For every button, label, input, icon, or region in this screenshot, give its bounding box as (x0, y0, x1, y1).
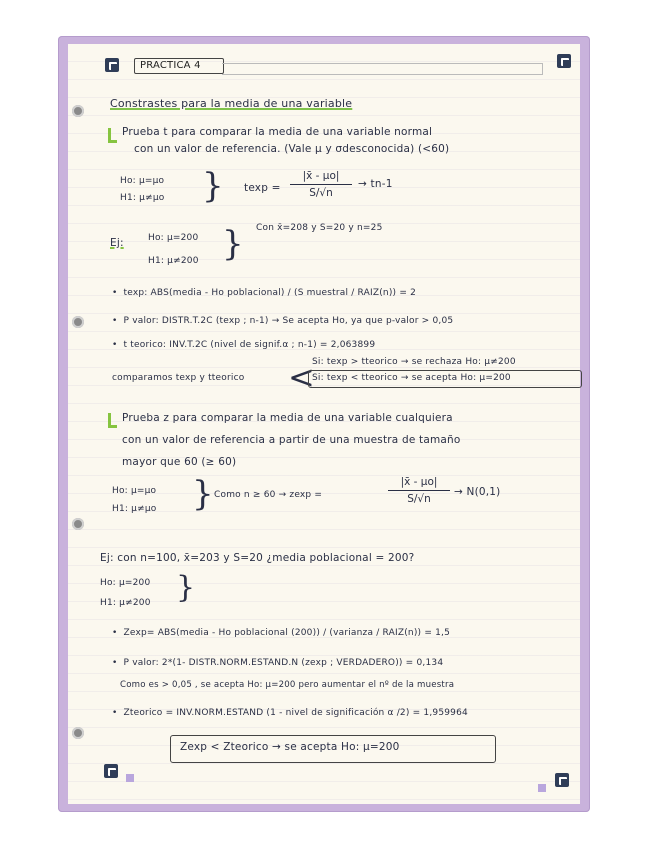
bottom-right-square (538, 784, 546, 792)
top-right-corner-icon (557, 54, 571, 68)
pvalor-formula: • P valor: DISTR.T.2C (texp ; n-1) → Se acepta Ho, ya que p-valor > 0,05 (112, 316, 453, 326)
z-hypothesis-h0: Ho: μ=μo (112, 486, 157, 496)
header-line (222, 63, 543, 75)
z-intro-line-1: Prueba z para comparar la media de una variable cualquiera (122, 412, 453, 424)
tteorico-formula: • t teorico: INV.T.2C (nivel de signif.α ; n-1) = 2,063899 (112, 340, 375, 350)
section-heading: Constrastes para la media de una variable (110, 97, 353, 110)
texp-numerator: |x̄ - μo| (302, 170, 340, 182)
binder-hole-2 (72, 316, 84, 328)
brace-3: } (192, 474, 214, 514)
texp-denominator: S/√n (309, 187, 333, 199)
zexp-numerator: |x̄ - μo| (400, 476, 438, 488)
zexp-formula: • Zexp= ABS(media - Ho poblacional (200)) / (varianza / RAIZ(n)) = 1,5 (112, 628, 450, 638)
intro-line-2: con un valor de referencia. (Vale μ y σdesconocida) (<60) (134, 143, 450, 155)
example-label-1: Ej: (110, 237, 124, 249)
brace-2: } (222, 224, 244, 264)
z-example-h0: Ho: μ=200 (100, 578, 151, 588)
notebook-page (68, 44, 580, 804)
brace-4: } (176, 570, 196, 605)
z-example-h1: H1: μ≠200 (100, 598, 151, 608)
page-title: PRACTICA 4 (140, 60, 201, 71)
z-hypothesis-h1: H1: μ≠μo (112, 504, 157, 514)
texp-distribution: → tn-1 (358, 178, 393, 190)
z-intro-line-2: con un valor de referencia a partir de una muestra de tamaño (122, 434, 461, 446)
example-data: Con x̄=208 y S=20 y n=25 (256, 223, 383, 233)
rule-accept: Si: texp < tteorico → se acepta Ho: μ=200 (312, 373, 511, 383)
intro-line-1: Prueba t para comparar la media de una variable normal (122, 126, 433, 138)
top-left-corner-icon (105, 58, 119, 72)
green-mark-2 (108, 413, 117, 428)
z-pvalor-note: Como es > 0,05 , se acepta Ho: μ=200 pero aumentar el nº de la muestra (120, 680, 455, 690)
texp-formula: • texp: ABS(media - Ho poblacional) / (S muestral / RAIZ(n)) = 2 (112, 288, 416, 298)
zexp-distribution: → N(0,1) (454, 486, 501, 498)
example-h1: H1: μ≠200 (148, 256, 199, 266)
comparamos-text: comparamos texp y tteorico (112, 373, 245, 383)
z-condition: Como n ≥ 60 → zexp = (214, 490, 323, 500)
z-intro-line-3: mayor que 60 (≥ 60) (122, 456, 237, 468)
zexp-denominator: S/√n (407, 493, 431, 505)
fraction-bar (290, 184, 352, 185)
texp-fraction (290, 170, 352, 199)
conclusion-text: Zexp < Zteorico → se acepta Ho: μ=200 (180, 741, 400, 753)
brace-1: } (202, 166, 224, 206)
angle-bracket: < (288, 358, 315, 396)
hypothesis-h0: Ho: μ=μo (120, 176, 165, 186)
binder-hole-3 (72, 518, 84, 530)
z-example-line: Ej: con n=100, x̄=203 y S=20 ¿media poblacional = 200? (100, 552, 415, 564)
zexp-fraction (388, 476, 450, 505)
example-h0: Ho: μ=200 (148, 233, 199, 243)
bottom-left-corner-icon (104, 764, 118, 778)
texp-label: texp = (244, 182, 281, 194)
z-pvalor-formula: • P valor: 2*(1- DISTR.NORM.ESTAND.N (zexp ; VERDADERO)) = 0,134 (112, 658, 443, 668)
bottom-right-corner-icon (555, 773, 569, 787)
binder-hole-4 (72, 727, 84, 739)
bottom-left-square (126, 774, 134, 782)
z-fraction-bar (388, 490, 450, 491)
hypothesis-h1: H1: μ≠μo (120, 193, 165, 203)
zteorico-formula: • Zteorico = INV.NORM.ESTAND (1 - nivel de significación α /2) = 1,959964 (112, 708, 468, 718)
green-mark-1 (108, 128, 117, 143)
binder-hole-1 (72, 105, 84, 117)
rule-reject: Si: texp > tteorico → se rechaza Ho: μ≠200 (312, 357, 516, 367)
